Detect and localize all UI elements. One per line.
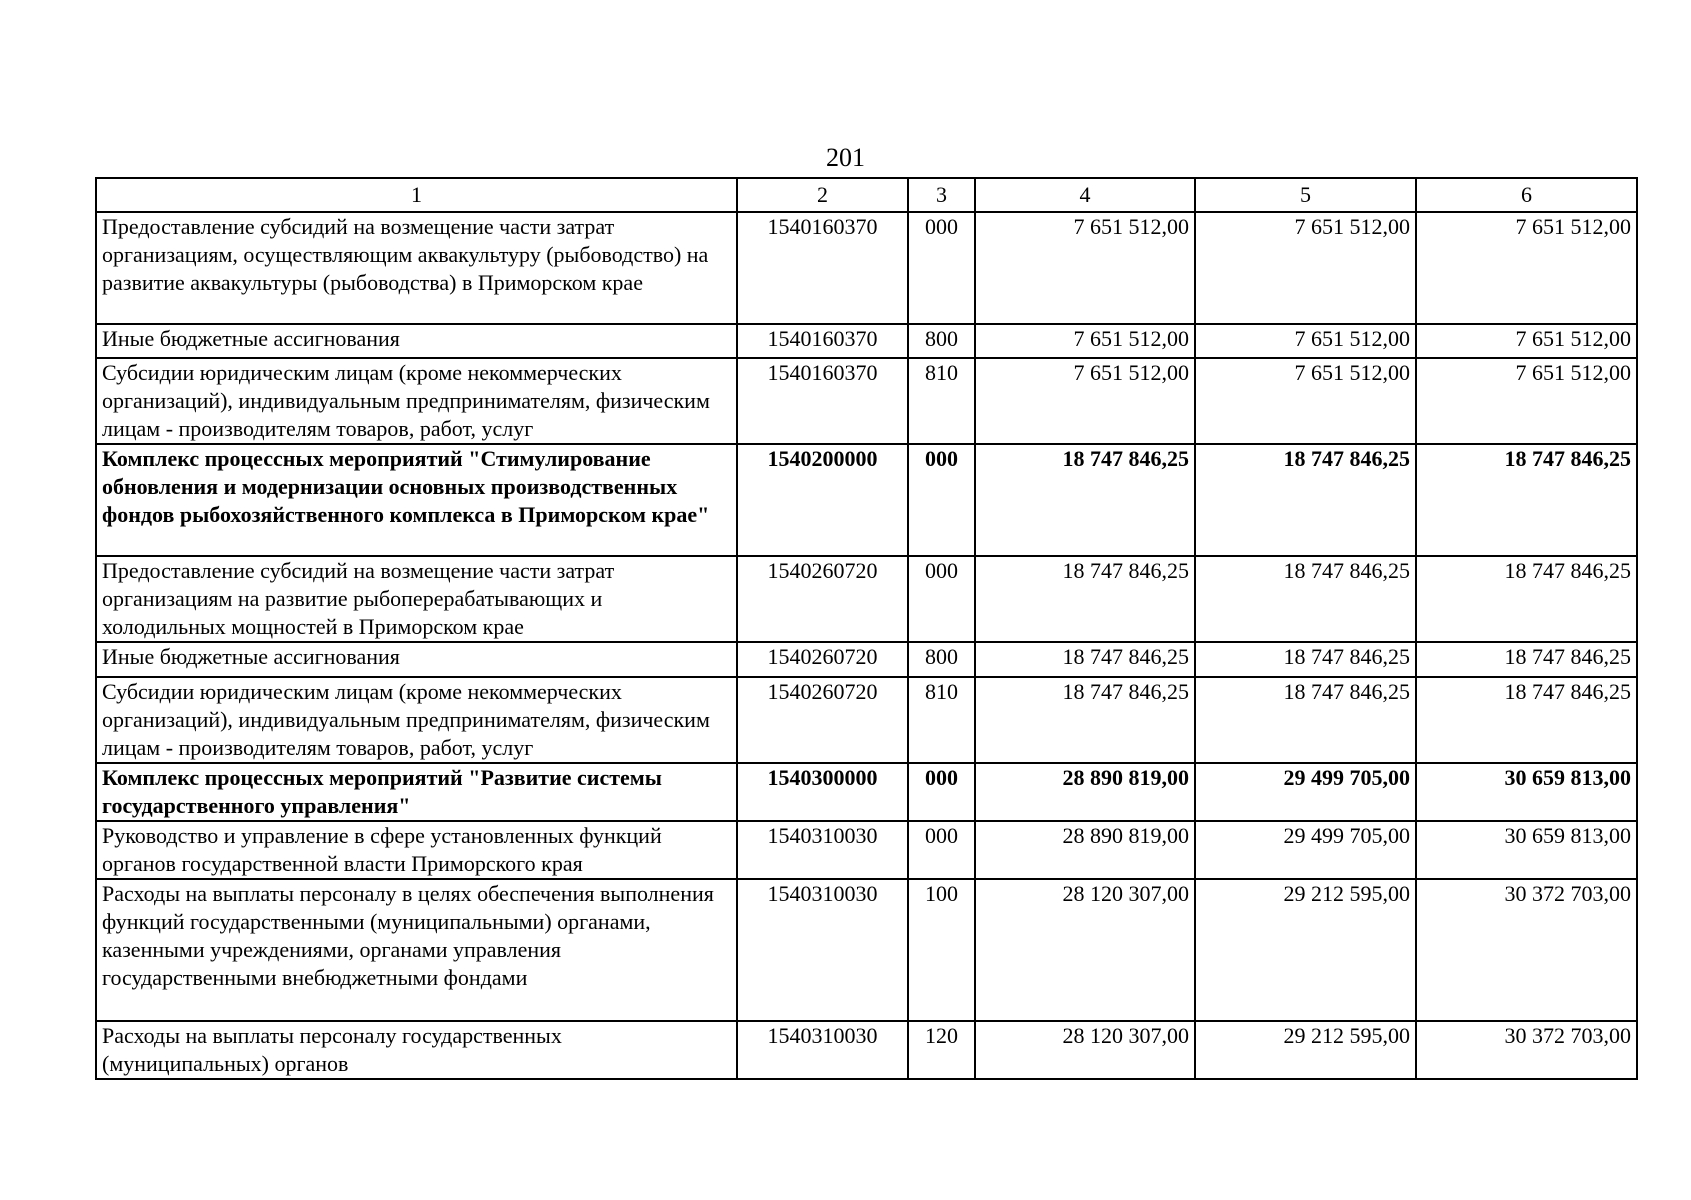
table-row bbox=[96, 324, 1637, 358]
row-name: Субсидии юридическим лицам (кроме некоммерческих организаций), индивидуальным предпринимателям, физическим лицам - производителям товаров, работ, услуг bbox=[96, 677, 737, 763]
row-amount-5: 29 212 595,00 bbox=[1195, 879, 1416, 1021]
column-header-6: 6 bbox=[1416, 178, 1637, 212]
column-header-4: 4 bbox=[975, 178, 1195, 212]
row-expense-type: 000 bbox=[908, 444, 975, 556]
row-amount-5: 7 651 512,00 bbox=[1195, 212, 1416, 324]
row-name: Комплекс процессных мероприятий "Развитие системы государственного управления" bbox=[96, 763, 737, 821]
column-header-5: 5 bbox=[1195, 178, 1416, 212]
column-header-3: 3 bbox=[908, 178, 975, 212]
row-amount-4: 7 651 512,00 bbox=[975, 324, 1195, 358]
row-expense-type: 000 bbox=[908, 821, 975, 879]
row-code: 1540300000 bbox=[737, 763, 908, 821]
row-code: 1540310030 bbox=[737, 821, 908, 879]
row-amount-4: 28 890 819,00 bbox=[975, 821, 1195, 879]
row-name: Иные бюджетные ассигнования bbox=[96, 324, 737, 358]
row-amount-4: 18 747 846,25 bbox=[975, 677, 1195, 763]
row-code: 1540260720 bbox=[737, 642, 908, 677]
row-amount-6: 30 372 703,00 bbox=[1416, 879, 1637, 1021]
row-expense-type: 000 bbox=[908, 212, 975, 324]
row-amount-6: 7 651 512,00 bbox=[1416, 324, 1637, 358]
budget-table bbox=[95, 177, 1638, 1080]
row-expense-type: 000 bbox=[908, 763, 975, 821]
row-amount-4: 18 747 846,25 bbox=[975, 444, 1195, 556]
column-header-1: 1 bbox=[96, 178, 737, 212]
row-name: Комплекс процессных мероприятий "Стимулирование обновления и модернизации основных производственных фондов рыбохозяйственного комплекса в Приморском крае" bbox=[96, 444, 737, 556]
row-amount-4: 7 651 512,00 bbox=[975, 212, 1195, 324]
table-row bbox=[96, 556, 1637, 642]
row-code: 1540200000 bbox=[737, 444, 908, 556]
row-name: Предоставление субсидий на возмещение части затрат организациям на развитие рыбоперерабатывающих и холодильных мощностей в Приморском крае bbox=[96, 556, 737, 642]
row-expense-type: 810 bbox=[908, 358, 975, 444]
table-row bbox=[96, 212, 1637, 324]
row-code: 1540310030 bbox=[737, 1021, 908, 1079]
row-amount-6: 18 747 846,25 bbox=[1416, 556, 1637, 642]
row-amount-5: 7 651 512,00 bbox=[1195, 324, 1416, 358]
row-name: Руководство и управление в сфере установленных функций органов государственной власти Приморского края bbox=[96, 821, 737, 879]
row-code: 1540260720 bbox=[737, 677, 908, 763]
row-name: Расходы на выплаты персоналу государственных (муниципальных) органов bbox=[96, 1021, 737, 1079]
row-code: 1540160370 bbox=[737, 212, 908, 324]
row-amount-6: 7 651 512,00 bbox=[1416, 212, 1637, 324]
row-expense-type: 800 bbox=[908, 324, 975, 358]
row-expense-type: 810 bbox=[908, 677, 975, 763]
row-name: Предоставление субсидий на возмещение части затрат организациям, осуществляющим аквакультуру (рыбоводство) на развитие аквакультуры (рыбоводства) в Приморском крае bbox=[96, 212, 737, 324]
row-amount-6: 18 747 846,25 bbox=[1416, 677, 1637, 763]
row-amount-4: 28 120 307,00 bbox=[975, 1021, 1195, 1079]
row-amount-5: 29 499 705,00 bbox=[1195, 821, 1416, 879]
row-amount-4: 28 890 819,00 bbox=[975, 763, 1195, 821]
column-header-2: 2 bbox=[737, 178, 908, 212]
row-amount-6: 30 659 813,00 bbox=[1416, 763, 1637, 821]
row-amount-5: 18 747 846,25 bbox=[1195, 642, 1416, 677]
row-name: Иные бюджетные ассигнования bbox=[96, 642, 737, 677]
row-code: 1540310030 bbox=[737, 879, 908, 1021]
row-amount-6: 18 747 846,25 bbox=[1416, 642, 1637, 677]
row-amount-5: 18 747 846,25 bbox=[1195, 444, 1416, 556]
header-row bbox=[96, 178, 1637, 212]
table-row bbox=[96, 879, 1637, 1021]
row-amount-4: 18 747 846,25 bbox=[975, 556, 1195, 642]
row-amount-6: 30 372 703,00 bbox=[1416, 1021, 1637, 1079]
table-row bbox=[96, 763, 1637, 821]
row-expense-type: 120 bbox=[908, 1021, 975, 1079]
row-name: Субсидии юридическим лицам (кроме некоммерческих организаций), индивидуальным предпринимателям, физическим лицам - производителям товаров, работ, услуг bbox=[96, 358, 737, 444]
row-amount-5: 29 499 705,00 bbox=[1195, 763, 1416, 821]
row-amount-4: 7 651 512,00 bbox=[975, 358, 1195, 444]
row-amount-6: 18 747 846,25 bbox=[1416, 444, 1637, 556]
page-number: 201 bbox=[826, 143, 865, 172]
row-expense-type: 800 bbox=[908, 642, 975, 677]
row-code: 1540160370 bbox=[737, 324, 908, 358]
row-code: 1540160370 bbox=[737, 358, 908, 444]
table-row bbox=[96, 677, 1637, 763]
row-amount-5: 29 212 595,00 bbox=[1195, 1021, 1416, 1079]
row-amount-6: 7 651 512,00 bbox=[1416, 358, 1637, 444]
row-amount-5: 18 747 846,25 bbox=[1195, 677, 1416, 763]
row-amount-5: 18 747 846,25 bbox=[1195, 556, 1416, 642]
row-code: 1540260720 bbox=[737, 556, 908, 642]
row-amount-4: 18 747 846,25 bbox=[975, 642, 1195, 677]
row-expense-type: 100 bbox=[908, 879, 975, 1021]
table-row bbox=[96, 1021, 1637, 1079]
row-name: Расходы на выплаты персоналу в целях обеспечения выполнения функций государственными (муниципальными) органами, казенными учреждениями, органами управления государственными внебюджетными фондами bbox=[96, 879, 737, 1021]
row-expense-type: 000 bbox=[908, 556, 975, 642]
table-row bbox=[96, 358, 1637, 444]
table-row bbox=[96, 821, 1637, 879]
table-row bbox=[96, 444, 1637, 556]
row-amount-5: 7 651 512,00 bbox=[1195, 358, 1416, 444]
row-amount-6: 30 659 813,00 bbox=[1416, 821, 1637, 879]
row-amount-4: 28 120 307,00 bbox=[975, 879, 1195, 1021]
table-row bbox=[96, 642, 1637, 677]
